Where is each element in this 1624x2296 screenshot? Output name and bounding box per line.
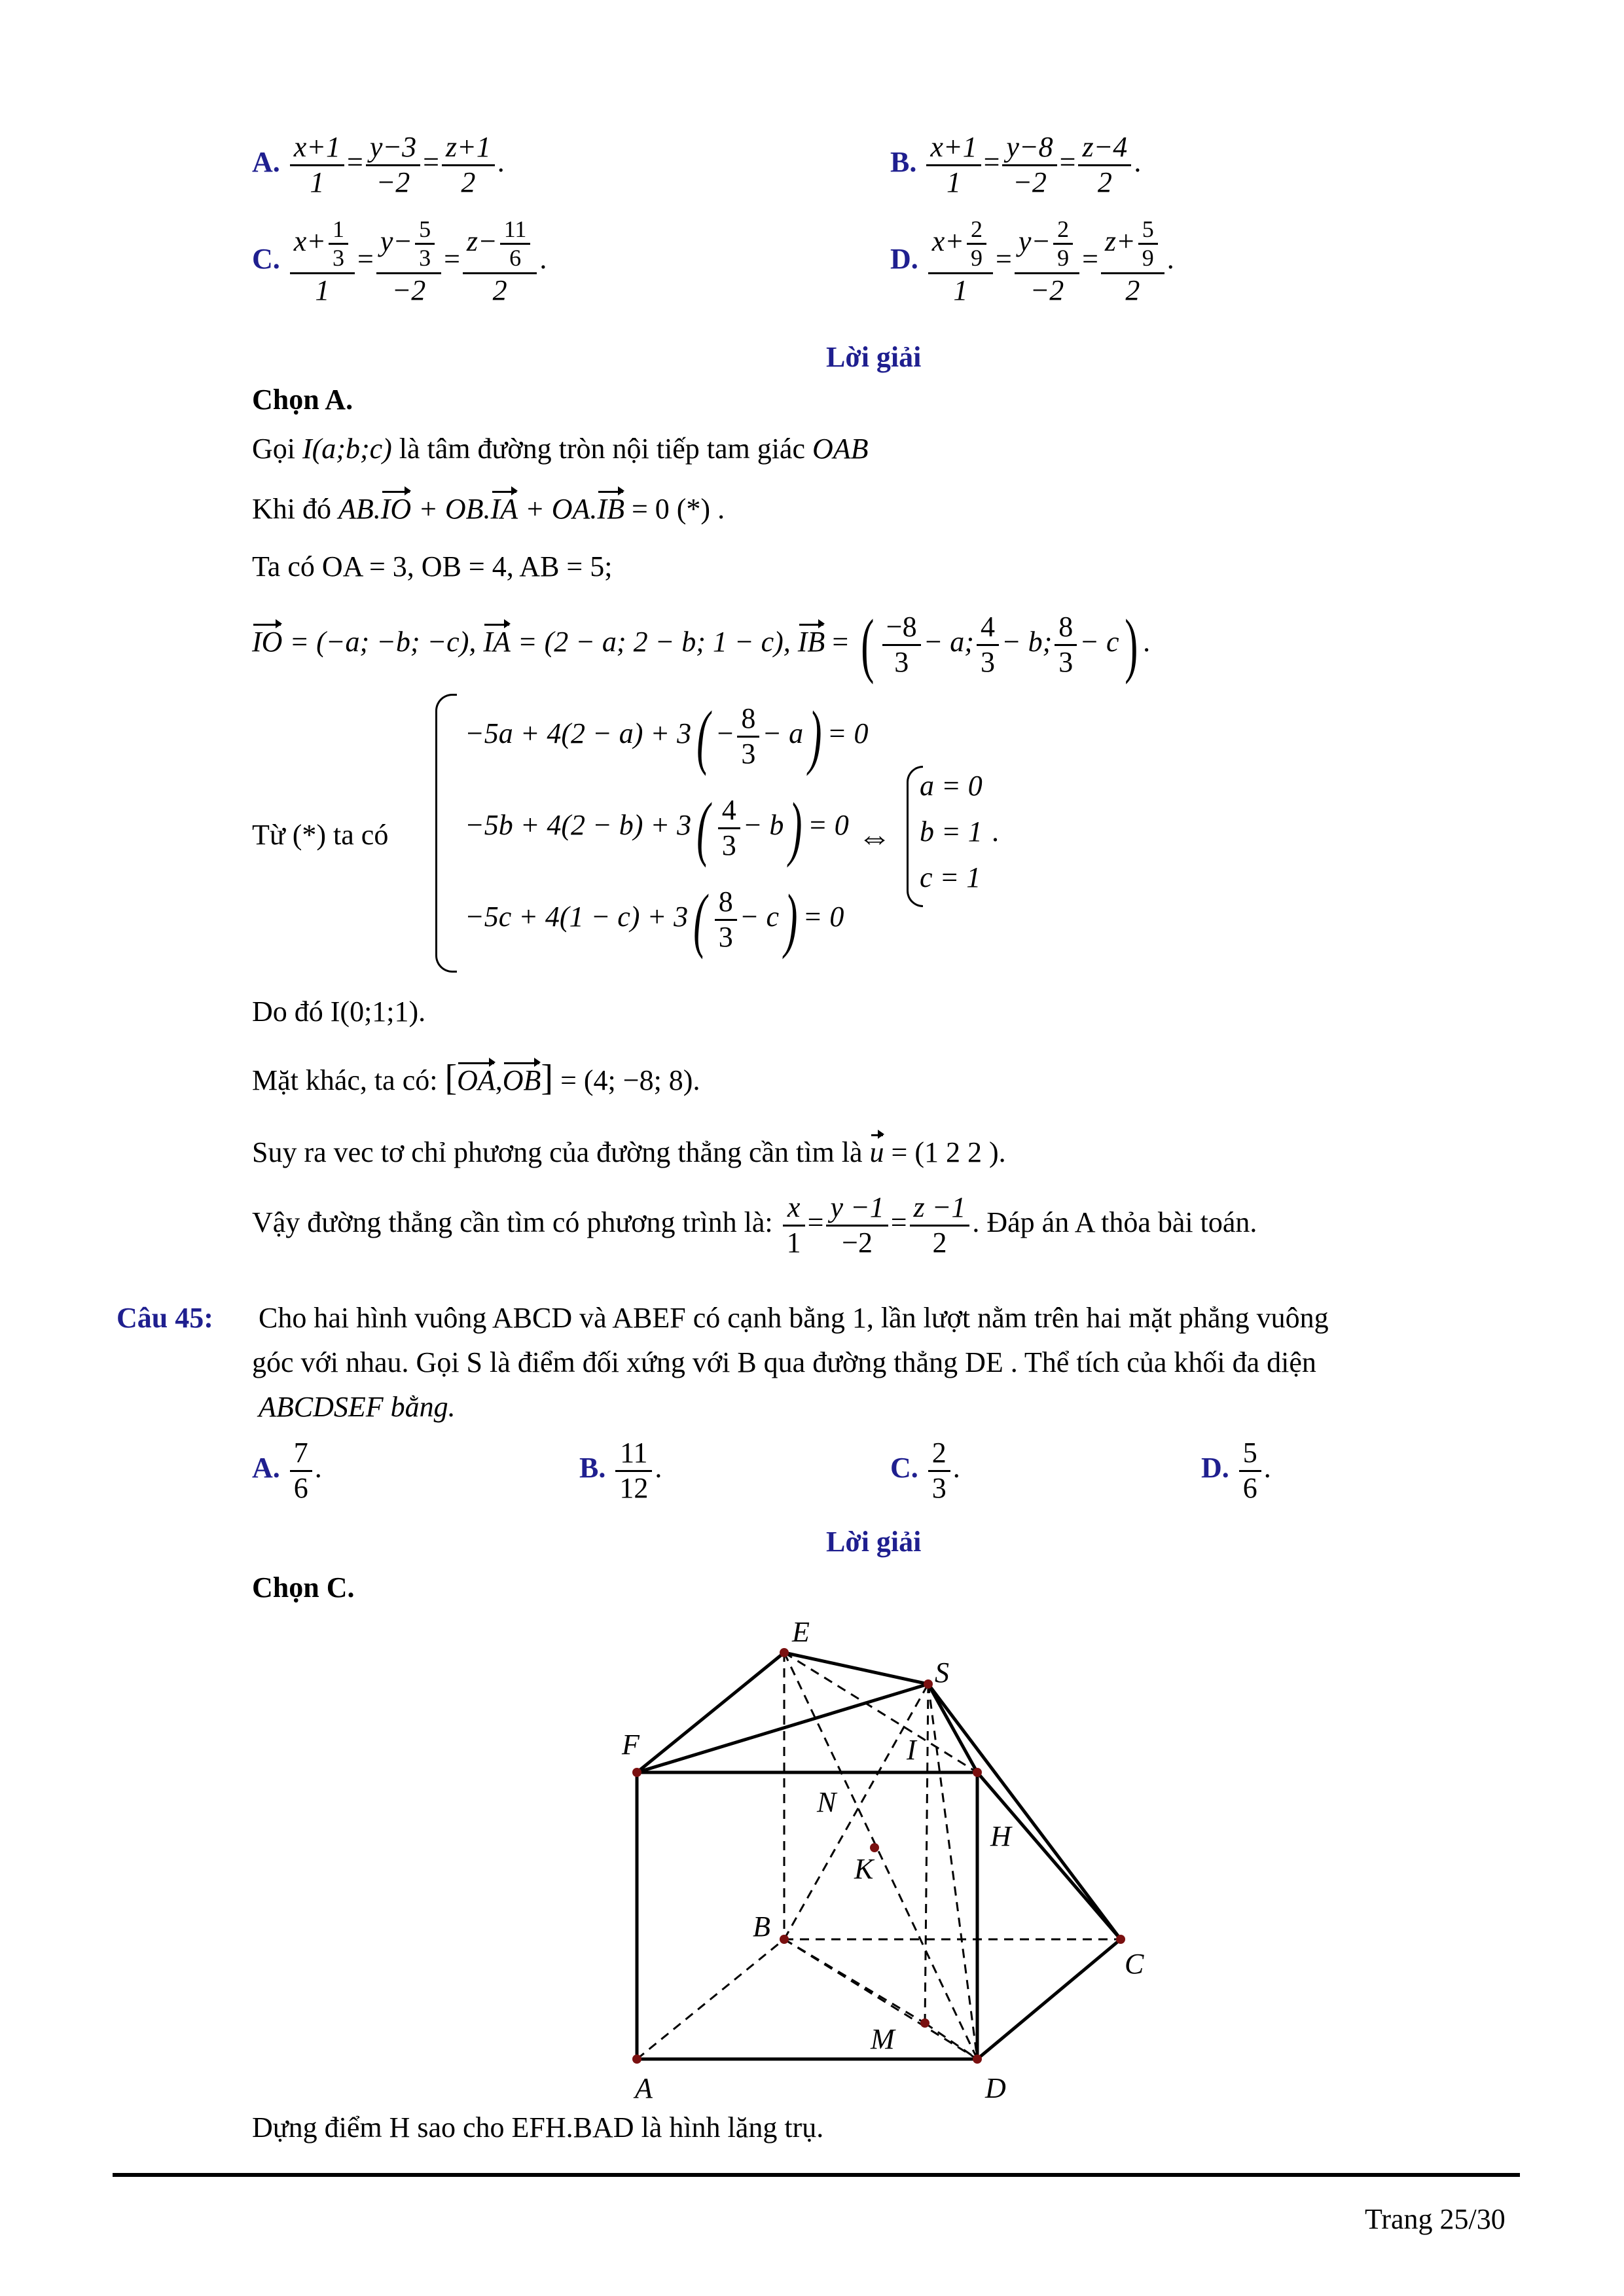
- label-E: E: [792, 1616, 810, 1648]
- system-eq-3: −5c + 4(1 − c) + 3( $\frac{8}{3}$ − c) = 0: [465, 880, 844, 960]
- page-number: Trang 25/30: [1365, 2203, 1506, 2235]
- frac-den: −2: [376, 166, 410, 198]
- option-label: D.: [1201, 1452, 1229, 1484]
- point-M: [920, 2018, 929, 2028]
- text: OAB: [812, 433, 869, 465]
- frac-num: y−: [380, 224, 413, 257]
- system-eq-2: −5b + 4(2 − b) + 3( $\frac{4}{3}$ − b) = 0: [465, 788, 849, 868]
- option-label: B.: [579, 1452, 606, 1484]
- solution-line-suy: Suy ra vec tơ chỉ phương của đường thẳng cần tìm là u = (1 2 2 ).: [252, 1136, 1006, 1168]
- label-A: A: [635, 2072, 653, 2104]
- frac-den: 3: [333, 245, 345, 272]
- solution-line-3: Ta có OA = 3, OB = 4, AB = 5;: [252, 550, 613, 583]
- text: . Đáp án A thỏa bài toán.: [972, 1206, 1257, 1239]
- q45-last-line: Dựng điểm H sao cho EFH.BAD là hình lăng trụ.: [252, 2111, 824, 2144]
- q45-option-a: A. $\frac{7}{6}$ .: [252, 1437, 322, 1504]
- footer-rule: [113, 2173, 1520, 2177]
- text: = (2 − a; 2 − b; 1 − c),: [517, 626, 791, 658]
- edge-SC: [928, 1684, 1121, 1939]
- label-S: S: [935, 1657, 949, 1689]
- solution-line-mat: Mặt khác, ta có: [OA,OB] = (4; −8; 8).: [252, 1058, 700, 1098]
- option-d-label: D.: [890, 242, 918, 275]
- point-F: [632, 1768, 641, 1777]
- system-eq-1: −5a + 4(2 − a) + 3( − $\frac{8}{3}$ − a) = 0: [465, 696, 869, 776]
- point-B: [780, 1935, 789, 1944]
- point-D: [973, 2054, 982, 2064]
- frac-num: 11: [615, 1437, 652, 1472]
- solution-c: c = 1: [920, 861, 981, 893]
- solution-line-do: Do đó I(0;1;1).: [252, 996, 426, 1028]
- frac-den: 6: [1242, 1471, 1257, 1504]
- edge-FE: [637, 1653, 784, 1772]
- text: (a;b;c): [312, 433, 392, 465]
- frac-den: 2: [461, 166, 476, 198]
- edge-DC: [977, 1939, 1121, 2059]
- frac-den: 9: [1142, 245, 1154, 272]
- frac-den: 3: [419, 245, 431, 272]
- frac-num: z−4: [1078, 131, 1131, 166]
- frac-num: 5: [1239, 1437, 1261, 1472]
- solution-line-4: IO = (−a; −b; −c), IA = (2 − a; 2 − b; 1 − c), IB = ( $\frac{-8}{3}$ − a; $\frac{4}{3}$ − b; $\frac{8}{3}$ − c) .: [252, 605, 1151, 685]
- option-b-label: B.: [890, 146, 917, 179]
- text: Vậy đường thẳng cần tìm có phương trình là:: [252, 1206, 773, 1239]
- q45-option-d: D. $\frac{5}{6}$ .: [1201, 1437, 1271, 1504]
- point-E: [780, 1648, 789, 1657]
- option-a: A. $\frac{x+1}{1}$ = $\frac{y-3}{-2}$ = $\frac{z+1}{2}$ .: [252, 131, 505, 198]
- choose-line: Chọn A.: [252, 384, 353, 416]
- text: = 0: [808, 809, 849, 842]
- frac-den: 6: [509, 245, 522, 272]
- point-S: [924, 1679, 933, 1689]
- frac-num: x+: [293, 224, 327, 257]
- frac-num: x+1: [926, 131, 981, 166]
- frac-den: −2: [1013, 166, 1047, 198]
- frac-num: z+: [1104, 224, 1136, 257]
- text: = (4; −8; 8).: [560, 1064, 700, 1096]
- solution-heading: Lời giải: [826, 341, 922, 373]
- q45-option-c: C. $\frac{2}{3}$ .: [890, 1437, 960, 1504]
- point-I: [973, 1768, 982, 1777]
- frac-den: 9: [971, 245, 983, 272]
- frac-num: x+: [931, 224, 965, 257]
- frac-num: 2: [1053, 216, 1073, 245]
- point-K: [870, 1843, 879, 1852]
- frac-num: z−: [466, 224, 497, 257]
- edge-ES: [784, 1653, 928, 1684]
- text: −5b + 4(2 − b) + 3: [465, 809, 692, 842]
- text: Khi đó: [252, 493, 338, 525]
- label-C: C: [1125, 1948, 1144, 1980]
- dash-AB: [637, 1939, 784, 2059]
- solution-line-2: Khi đó AB.IO + OB.IA + OA.IB = 0 (*) .: [252, 493, 725, 525]
- frac-num: z+1: [442, 131, 495, 166]
- option-c-label: C.: [252, 242, 280, 275]
- choose-line-45: Chọn C.: [252, 1571, 355, 1604]
- question-text-2: góc với nhau. Gọi S là điểm đối xứng với B qua đường thẳng DE . Thể tích của khối đa diện: [252, 1346, 1316, 1378]
- frac-num: x+1: [290, 131, 344, 166]
- option-label: C.: [890, 1452, 918, 1484]
- frac-num: 7: [290, 1437, 312, 1472]
- edge-SI: [928, 1684, 977, 1772]
- iff-symbol: ⇔: [857, 819, 892, 856]
- frac-den: 3: [931, 1471, 947, 1504]
- edge-FS: [637, 1684, 928, 1772]
- system-intro: Từ (*) ta có: [252, 819, 389, 851]
- frac-den: −2: [1030, 274, 1064, 306]
- option-b: B. $\frac{x+1}{1}$ = $\frac{y-8}{-2}$ = $\frac{z-4}{2}$ .: [890, 131, 1142, 198]
- label-B: B: [753, 1910, 770, 1943]
- point-A: [632, 2054, 641, 2064]
- equation-text: = 0 (*) .: [631, 493, 725, 525]
- question-text-1: Cho hai hình vuông ABCD và ABEF có cạnh bằng 1, lần lượt nằm trên hai mặt phẳng vuông: [259, 1302, 1329, 1334]
- text: là tâm đường tròn nội tiếp tam giác: [391, 433, 812, 465]
- text: = (−a; −b; −c),: [289, 626, 477, 658]
- text: = 0: [827, 717, 869, 750]
- option-label: A.: [252, 1452, 280, 1484]
- option-a-label: A.: [252, 146, 280, 179]
- frac-den: −2: [391, 274, 426, 306]
- option-c: C. x+ $\frac{1}{3}$ 1 = y− $\frac{5}{3}$ −2 = z− $\frac{11}{6}$ 2 .: [252, 216, 547, 306]
- solution-b: b = 1: [920, 816, 983, 848]
- text: Gọi: [252, 433, 302, 465]
- question-text-3: ABCDSEF bằng.: [259, 1391, 456, 1423]
- frac-num: 1: [329, 216, 348, 245]
- frac-num: 5: [415, 216, 435, 245]
- label-I: I: [907, 1734, 916, 1766]
- frac-num: y−8: [1002, 131, 1056, 166]
- label-H: H: [990, 1820, 1011, 1852]
- text: Mặt khác, ta có:: [252, 1064, 438, 1096]
- frac-num: y−: [1018, 224, 1051, 257]
- frac-num: 11: [500, 216, 531, 245]
- label-K: K: [854, 1853, 874, 1885]
- frac-num: 2: [967, 216, 986, 245]
- dash-SM: [925, 1684, 928, 2023]
- frac-den: 12: [619, 1471, 649, 1504]
- label-M: M: [871, 2023, 895, 2055]
- frac-num: y−3: [366, 131, 420, 166]
- text: = 0: [803, 901, 844, 933]
- frac-den: 6: [293, 1471, 308, 1504]
- text: Suy ra vec tơ chỉ phương của đường thẳng cần tìm là: [252, 1136, 863, 1168]
- frac-den: 9: [1057, 245, 1070, 272]
- label-N: N: [817, 1786, 837, 1818]
- edge-IC: [977, 1772, 1121, 1939]
- frac-den: 2: [1125, 274, 1140, 306]
- text: =: [832, 626, 849, 658]
- text: −5c + 4(1 − c) + 3: [465, 901, 689, 933]
- point-C: [1116, 1935, 1125, 1944]
- frac-den: 1: [315, 274, 330, 306]
- label-F: F: [622, 1729, 640, 1761]
- option-d: D. x+ $\frac{2}{9}$ 1 = y− $\frac{2}{9}$ −2 = z+ $\frac{5}{9}$ 2 .: [890, 216, 1174, 306]
- solution-line-vay: Vậy đường thẳng cần tìm có phương trình là: $\frac{x}{1}$ = $\frac{y -1}{-2}$ = $\frac{z -1}{2}$ . Đáp án A thỏa bài toán.: [252, 1191, 1257, 1259]
- frac-num: 5: [1138, 216, 1158, 245]
- text: −5a + 4(2 − a) + 3: [465, 717, 692, 750]
- frac-den: 1: [310, 166, 325, 198]
- frac-den: 1: [946, 166, 961, 198]
- frac-den: 2: [1097, 166, 1112, 198]
- frac-den: 2: [492, 274, 507, 306]
- solution-a: a = 0: [920, 770, 983, 802]
- question-label: Câu 45:: [117, 1302, 213, 1334]
- period: .: [992, 816, 999, 848]
- label-D: D: [985, 2072, 1006, 2104]
- text: = (1 2 2 ).: [891, 1136, 1006, 1168]
- q45-option-b: B. $\frac{11}{12}$ .: [579, 1437, 662, 1504]
- frac-den: 1: [953, 274, 968, 306]
- solution-heading-45: Lời giải: [826, 1526, 922, 1558]
- dash-BM: [784, 1939, 925, 2023]
- text: I: [302, 433, 312, 465]
- frac-num: 2: [928, 1437, 950, 1472]
